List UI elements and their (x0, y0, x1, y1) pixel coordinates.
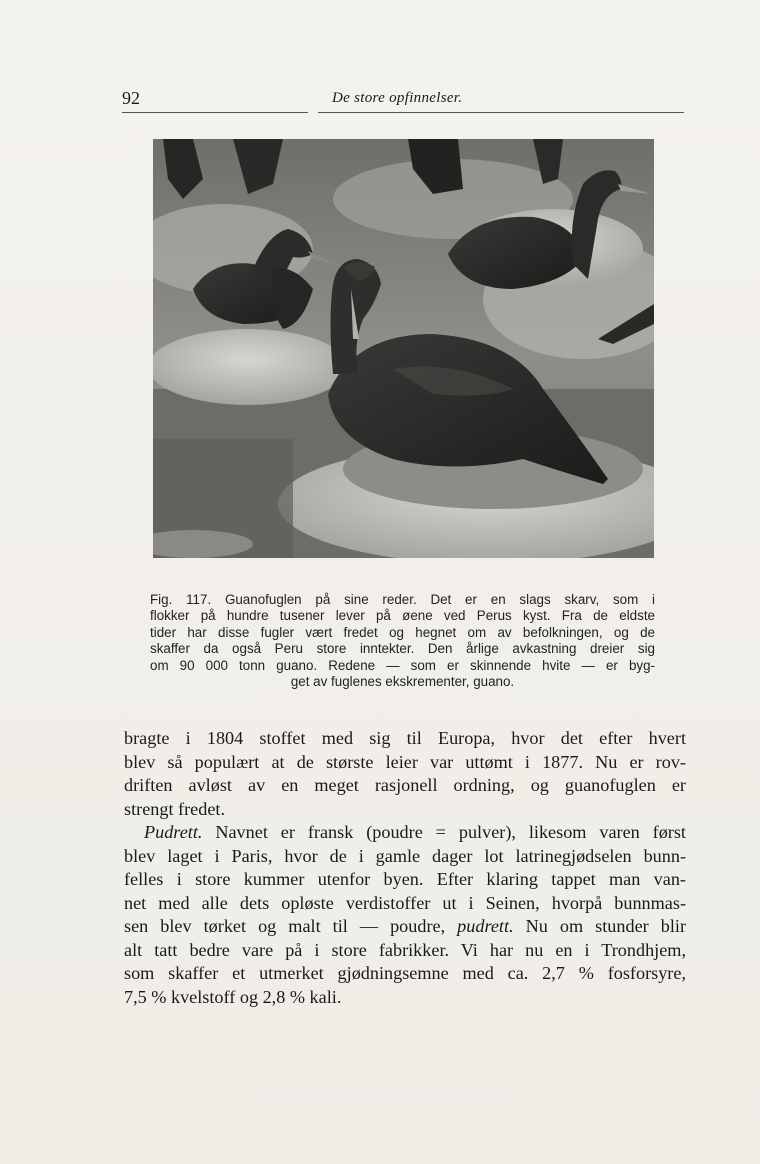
text-fragment: sen blev tørket og malt til — poudre, (124, 916, 458, 936)
text-line: 7,5 % kvelstoff og 2,8 % kali. (124, 986, 342, 1007)
running-title: De store opfinnelser. (332, 90, 463, 106)
figure-caption (150, 592, 655, 690)
caption-line: skaffer da også Peru store inntekter. Den årlige avkastning dreier sig (150, 641, 655, 657)
text-line: strengt fredet. (124, 798, 225, 819)
caption-line: Fig. 117. Guanofuglen på sine reder. Det er en slags skarv, som i (150, 592, 655, 607)
italic-term: pudrett. (457, 916, 514, 936)
caption-line: get av fuglenes ekskrementer, guano. (290, 674, 515, 690)
caption-line: om 90 000 tonn guano. Redene — som er skinnende hvite — er byg- (150, 657, 655, 673)
caption-line: flokker på hundre tusener lever på øene ved Perus kyst. Fra de eldste (150, 608, 655, 624)
page-number: 92 (122, 88, 140, 108)
body-text (124, 727, 686, 1009)
text-line: bragte i 1804 stoffet med sig til Europa, hvor det efter hvert (124, 728, 686, 748)
text-line: blev så populært at de største leier var uttømt i 1877. Nu er rov- (124, 751, 686, 772)
paragraph-lead: Pudrett. (144, 822, 203, 842)
text-line: net med alle dets opløste verdistoffer ut i Seinen, hvorpå bunnmas- (124, 892, 686, 913)
text-line: blev laget i Paris, hvor de i gamle dager lot latrinegjødselen bunn- (124, 845, 686, 866)
header-rule (122, 112, 308, 113)
text-line: driften avløst av en meget rasjonell ordning, og guanofuglen er (124, 775, 686, 795)
page-header (122, 88, 684, 112)
text-fragment: Nu om stunder blir (513, 916, 686, 936)
text-line: som skaffer et utmerket gjødningsemne med ca. 2,7 % fosforsyre, (124, 963, 686, 983)
caption-line: tider har disse fugler vært fredet og hegnet om av befolkningen, og de (150, 624, 655, 640)
header-rule (318, 112, 684, 113)
paragraph-start (124, 821, 686, 845)
text-line: felles i store kummer utenfor byen. Efter klaring tappet man van- (124, 869, 686, 889)
text-fragment: Navnet er fransk (poudre = pulver), likesom varen først (202, 822, 686, 842)
text-line: alt tatt bedre vare på i store fabrikker. Vi har nu en i Trondhjem, (124, 939, 686, 960)
text-line (124, 915, 686, 939)
guano-bird-photo (153, 139, 654, 558)
